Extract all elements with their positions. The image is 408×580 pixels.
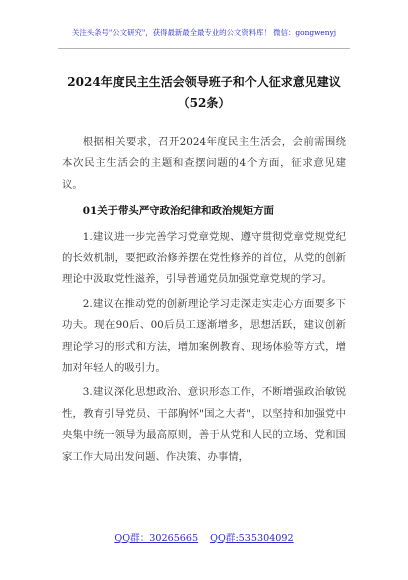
document-body [62, 132, 346, 468]
intro-paragraph: 根据相关要求，召开2024年度民主生活会，会前需围绕本次民主生活会的主题和查摆问题的4个方面，征求意见建议。 [62, 136, 346, 191]
item-paragraph-2: 2.建议在推动党的创新理论学习走深走实走心方面要多下功夫。现在90后、00后员工逐渐增多，思想活跃，建议创新理论学习的形式和方法，增加案例教育、现场体验等方式，增加对年轻人的吸引力。 [62, 297, 346, 375]
item-paragraph-3: 3.建议深化思想政治、意识形态工作，不断增强政治敏锐性，教育引导党员、干部胸怀"国之大者"，以坚持和加强党中央集中统一领导为最高原则，善于从党和人民的立场、党和国家工作大局出发问题、作决策、办事情， [62, 386, 346, 463]
item-paragraph-1: 1.建议进一步完善学习党章党规、遵守贯彻党章党规党纪的长效机制，要把政治修养摆在党性修养的首位，从党的创新理论中汲取党性滋养，引导普通党员加强党章党规的学习。 [62, 230, 346, 286]
header-notice-text: 关注头条号"公文研究"，获得最新最全最专业的公文资料库！ 微信：gongwenyj [71, 28, 337, 37]
footer-contacts [0, 532, 408, 546]
footer-qq-group-2[interactable]: QQ群:535304092 [210, 533, 294, 544]
document-title: 2024年度民主生活会领导班子和个人征求意见建议（52条） [67, 75, 341, 110]
footer-qq-group-1[interactable]: QQ群：30265665 [114, 533, 199, 544]
header-notice [58, 24, 350, 49]
section-heading: 01关于带头严守政治纪律和政治规矩方面 [82, 205, 274, 218]
